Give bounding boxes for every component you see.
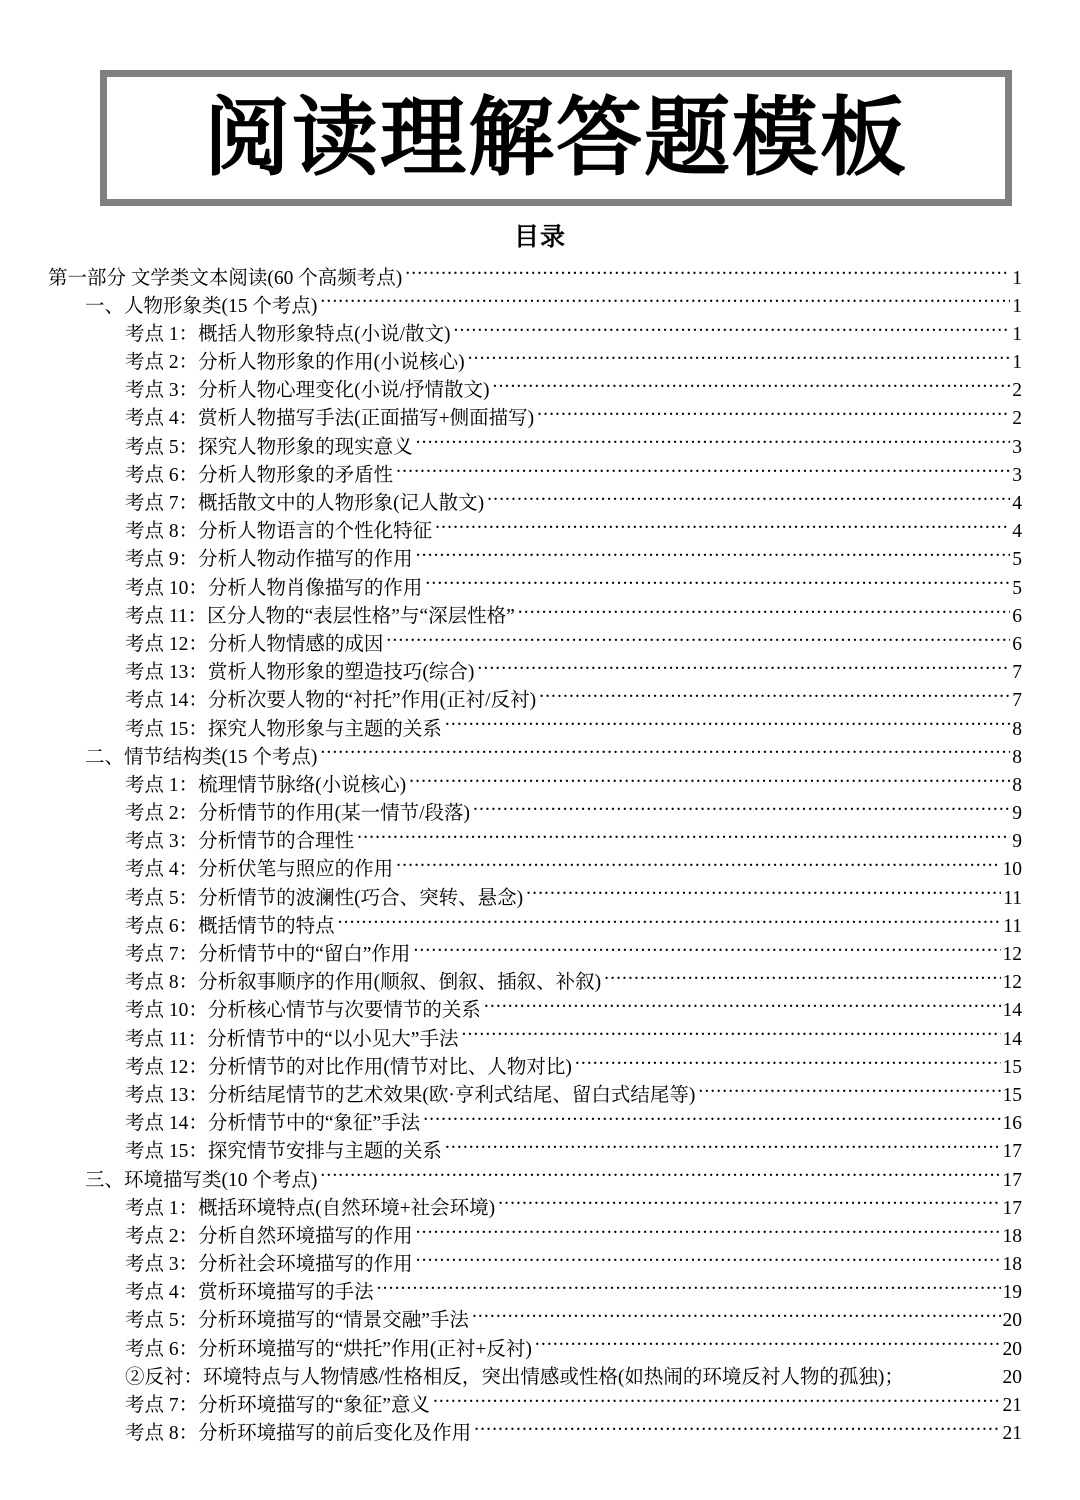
toc-dot-leader	[698, 1081, 1000, 1101]
toc-page-number: 20	[1002, 1338, 1022, 1360]
toc-page-number: 8	[1012, 774, 1022, 796]
toc-entry-label: 考点 12：分析人物情感的成因	[125, 633, 384, 655]
toc-page-number: 15	[1002, 1056, 1022, 1078]
toc-entry[interactable]	[0, 856, 1080, 884]
toc-page-number: 7	[1012, 662, 1022, 684]
toc-entry-label: 考点 2：分析人物形象的作用(小说核心)	[125, 352, 465, 374]
toc-dot-leader	[518, 602, 1010, 622]
toc-entry-label: 考点 3：分析社会环境描写的作用	[125, 1254, 413, 1276]
toc-entry[interactable]	[0, 461, 1080, 489]
toc-entry[interactable]	[0, 659, 1080, 687]
toc-entry[interactable]	[0, 349, 1080, 377]
toc-dot-leader	[498, 1194, 1000, 1214]
toc-page-number: 1	[1012, 323, 1022, 345]
toc-entry-label: ②反衬：环境特点与人物情感/性格相反，突出情感或性格(如热闹的环境反衬人物的孤独)；	[125, 1366, 904, 1388]
toc-entry[interactable]	[0, 1194, 1080, 1222]
toc-entry[interactable]	[0, 1110, 1080, 1138]
toc-entry-label: 考点 5：分析环境描写的“情景交融”手法	[125, 1310, 469, 1332]
toc-entry-label: 考点 5：分析情节的波澜性(巧合、突转、悬念)	[125, 887, 524, 909]
toc-dot-leader	[423, 1110, 1000, 1130]
toc-entry-label: 考点 2：分析情节的作用(某一情节/段落)	[125, 803, 471, 825]
toc-heading: 目录	[513, 224, 566, 251]
toc-page-number: 2	[1012, 408, 1022, 430]
toc-dot-leader	[413, 941, 1000, 961]
toc-entry[interactable]	[0, 912, 1080, 940]
toc-dot-leader	[454, 320, 1011, 340]
toc-page-number: 17	[1002, 1197, 1022, 1219]
toc-entry-label: 考点 3：分析人物心理变化(小说/抒情散文)	[125, 380, 490, 402]
toc-entry-label: 考点 1：概括环境特点(自然环境+社会环境)	[125, 1197, 496, 1219]
toc-entry-label: 考点 1：梳理情节脉络(小说核心)	[125, 774, 407, 796]
toc-entry-label: 考点 4：分析伏笔与照应的作用	[125, 859, 394, 881]
toc-entry-label: 考点 4：赏析人物描写手法(正面描写+侧面描写)	[125, 408, 535, 430]
toc-entry-label: 考点 5：探究人物形象的现实意义	[125, 436, 413, 458]
toc-entry[interactable]	[0, 884, 1080, 912]
toc-dot-leader	[416, 546, 1011, 566]
toc-entry[interactable]	[0, 490, 1080, 518]
toc-dot-leader	[416, 1222, 1001, 1242]
toc-page-number: 5	[1012, 577, 1022, 599]
toc-entry[interactable]	[0, 997, 1080, 1025]
toc-dot-leader	[425, 574, 1010, 594]
toc-entry[interactable]	[0, 546, 1080, 574]
toc-entry-label: 一、人物形象类(15 个考点)	[85, 295, 318, 317]
toc-entry[interactable]	[0, 433, 1080, 461]
toc-page-number: 4	[1012, 521, 1022, 543]
toc-entry-label: 考点 7：概括散文中的人物形象(记人散文)	[125, 493, 485, 514]
toc-dot-leader	[484, 997, 1001, 1017]
toc-entry-label: 考点 15：探究情节安排与主题的关系	[125, 1141, 442, 1163]
toc-entry-label: 考点 12：分析情节的对比作用(情节对比、人物对比)	[125, 1056, 572, 1078]
toc-entry-label: 考点 3：分析情节的合理性	[125, 831, 355, 853]
toc-entry-label: 二、情节结构类(15 个考点)	[85, 746, 318, 768]
toc-entry-label: 第一部分 文学类文本阅读(60 个高频考点)	[48, 267, 403, 289]
toc-page-number: 1	[1012, 352, 1022, 374]
toc-entry[interactable]	[0, 1138, 1080, 1166]
toc-page-number: 18	[1002, 1225, 1022, 1247]
toc-dot-leader	[416, 433, 1011, 453]
toc-entry[interactable]	[0, 828, 1080, 856]
toc-page-number: 20	[1002, 1366, 1022, 1388]
toc-page-number: 11	[1003, 915, 1022, 937]
toc-page-number: 6	[1012, 633, 1022, 655]
toc-entry[interactable]	[0, 1025, 1080, 1053]
toc-dot-leader	[526, 884, 1001, 904]
toc-dot-leader	[474, 1420, 1000, 1440]
toc-dot-leader	[320, 1166, 1000, 1186]
toc-page-number: 20	[1002, 1310, 1022, 1332]
toc-entry[interactable]	[0, 405, 1080, 433]
toc-entry-label: 考点 15：探究人物形象与主题的关系	[125, 718, 442, 740]
toc-page-number: 8	[1012, 746, 1022, 768]
toc-page-number: 2	[1012, 380, 1022, 402]
toc-dot-leader	[338, 912, 1002, 932]
toc-entry[interactable]	[0, 1251, 1080, 1279]
toc-entry[interactable]	[0, 715, 1080, 743]
toc-page-number: 12	[1002, 972, 1022, 994]
table-of-contents	[0, 264, 1080, 1448]
toc-page-number: 14	[1002, 1000, 1022, 1022]
toc-page-number: 1	[1012, 295, 1022, 317]
toc-page-number: 16	[1002, 1113, 1022, 1135]
toc-entry-label: 考点 10：分析人物肖像描写的作用	[125, 577, 423, 599]
toc-entry-label: 考点 9：分析人物动作描写的作用	[125, 549, 413, 571]
toc-page-number: 7	[1012, 690, 1022, 712]
toc-dot-leader	[445, 1138, 1001, 1158]
toc-entry-label: 考点 8：分析人物语言的个性化特征	[125, 521, 433, 543]
toc-page-number: 4	[1012, 493, 1022, 514]
toc-entry-label: 考点 7：分析情节中的“留白”作用	[125, 944, 411, 965]
toc-entry-label: 考点 14：分析次要人物的“衬托”作用(正衬/反衬)	[125, 690, 537, 712]
toc-entry-label: 考点 13：赏析人物形象的塑造技巧(综合)	[125, 662, 475, 684]
toc-entry[interactable]	[0, 1392, 1080, 1420]
toc-dot-leader	[604, 969, 1000, 989]
toc-entry[interactable]	[0, 320, 1080, 348]
toc-entry[interactable]	[0, 771, 1080, 799]
toc-dot-leader	[416, 1251, 1001, 1271]
toc-page-number: 8	[1012, 718, 1022, 740]
toc-entry[interactable]	[0, 1279, 1080, 1307]
toc-entry-label: 考点 8：分析环境描写的前后变化及作用	[125, 1423, 472, 1445]
toc-dot-leader	[320, 743, 1010, 763]
toc-entry-label: 考点 4：赏析环境描写的手法	[125, 1282, 374, 1304]
toc-dot-leader	[396, 856, 1000, 876]
toc-dot-leader	[377, 1279, 1001, 1299]
toc-page-number: 18	[1002, 1254, 1022, 1276]
toc-entry-label: 考点 1：概括人物形象特点(小说/散文)	[125, 323, 451, 345]
toc-dot-leader	[907, 1363, 996, 1383]
toc-dot-leader	[473, 800, 1010, 820]
toc-dot-leader	[445, 715, 1010, 735]
toc-entry-label: 考点 6：分析人物形象的矛盾性	[125, 464, 394, 486]
toc-dot-leader	[575, 1053, 1001, 1073]
toc-entry[interactable]	[0, 1053, 1080, 1081]
toc-entry-label: 考点 11：分析情节中的“以小见大”手法	[125, 1028, 459, 1050]
toc-page-number: 9	[1012, 803, 1022, 825]
toc-dot-leader	[487, 490, 1010, 510]
toc-entry[interactable]	[0, 1081, 1080, 1109]
toc-dot-leader	[435, 518, 1010, 538]
toc-entry[interactable]	[0, 1307, 1080, 1335]
toc-entry[interactable]	[0, 1222, 1080, 1250]
toc-page-number: 15	[1002, 1084, 1022, 1106]
toc-entry[interactable]	[0, 1335, 1080, 1363]
toc-entry-label: 三、环境描写类(10 个考点)	[85, 1169, 318, 1191]
toc-dot-leader	[493, 377, 1011, 397]
toc-entry-label: 考点 8：分析叙事顺序的作用(顺叙、倒叙、插叙、补叙)	[125, 972, 602, 994]
toc-entry-label: 考点 10：分析核心情节与次要情节的关系	[125, 1000, 481, 1022]
toc-dot-leader	[409, 771, 1010, 791]
toc-entry-label: 考点 13：分析结尾情节的艺术效果(欧·亨利式结尾、留白式结尾等)	[125, 1084, 696, 1106]
toc-dot-leader	[477, 659, 1010, 679]
toc-dot-leader	[320, 292, 1010, 312]
toc-dot-leader	[357, 828, 1010, 848]
toc-entry[interactable]	[0, 1420, 1080, 1448]
toc-page-number: 6	[1012, 605, 1022, 627]
toc-entry[interactable]	[0, 687, 1080, 715]
toc-dot-leader	[539, 687, 1010, 707]
toc-dot-leader	[405, 264, 1010, 284]
toc-entry[interactable]	[0, 800, 1080, 828]
toc-page-number: 19	[1002, 1282, 1022, 1304]
toc-dot-leader	[386, 630, 1010, 650]
title-banner	[100, 70, 1012, 206]
toc-entry[interactable]	[0, 518, 1080, 546]
toc-page-number: 9	[1012, 831, 1022, 853]
toc-page-number: 10	[1002, 859, 1022, 881]
toc-dot-leader	[433, 1392, 1001, 1412]
toc-dot-leader	[535, 1335, 1001, 1355]
toc-entry[interactable]	[0, 1166, 1080, 1194]
toc-dot-leader	[468, 349, 1011, 369]
toc-page-number: 3	[1012, 464, 1022, 486]
toc-dot-leader	[537, 405, 1010, 425]
toc-entry[interactable]	[0, 574, 1080, 602]
toc-entry[interactable]	[0, 969, 1080, 997]
toc-entry-label: 考点 14：分析情节中的“象征”手法	[125, 1113, 421, 1135]
toc-entry[interactable]	[0, 377, 1080, 405]
toc-entry[interactable]	[0, 941, 1080, 969]
toc-entry[interactable]	[0, 630, 1080, 658]
toc-dot-leader	[461, 1025, 1000, 1045]
toc-entry[interactable]	[0, 743, 1080, 771]
toc-entry-label: 考点 6：分析环境描写的“烘托”作用(正衬+反衬)	[125, 1338, 532, 1360]
toc-entry-label: 考点 6：概括情节的特点	[125, 915, 335, 937]
toc-page-number: 5	[1012, 549, 1022, 571]
toc-dot-leader	[396, 461, 1010, 481]
toc-page-number: 17	[1002, 1169, 1022, 1191]
toc-page-number: 1	[1012, 267, 1022, 289]
toc-page-number: 3	[1012, 436, 1022, 458]
toc-page-number: 21	[1002, 1395, 1022, 1416]
toc-entry[interactable]	[0, 1363, 1080, 1391]
toc-entry-label: 考点 11：区分人物的“表层性格”与“深层性格”	[125, 605, 515, 627]
toc-entry-label: 考点 2：分析自然环境描写的作用	[125, 1225, 413, 1247]
toc-entry[interactable]	[0, 292, 1080, 320]
toc-entry-label: 考点 7：分析环境描写的“象征”意义	[125, 1395, 430, 1416]
toc-entry[interactable]	[0, 602, 1080, 630]
toc-entry[interactable]	[0, 264, 1080, 292]
toc-page-number: 12	[1002, 944, 1022, 965]
page-title: 阅读理解答题模板	[204, 88, 908, 188]
toc-page-number: 14	[1002, 1028, 1022, 1050]
toc-page-number: 21	[1002, 1423, 1022, 1445]
toc-page-number: 17	[1002, 1141, 1022, 1163]
toc-page-number: 11	[1003, 887, 1022, 909]
toc-dot-leader	[472, 1307, 1001, 1327]
